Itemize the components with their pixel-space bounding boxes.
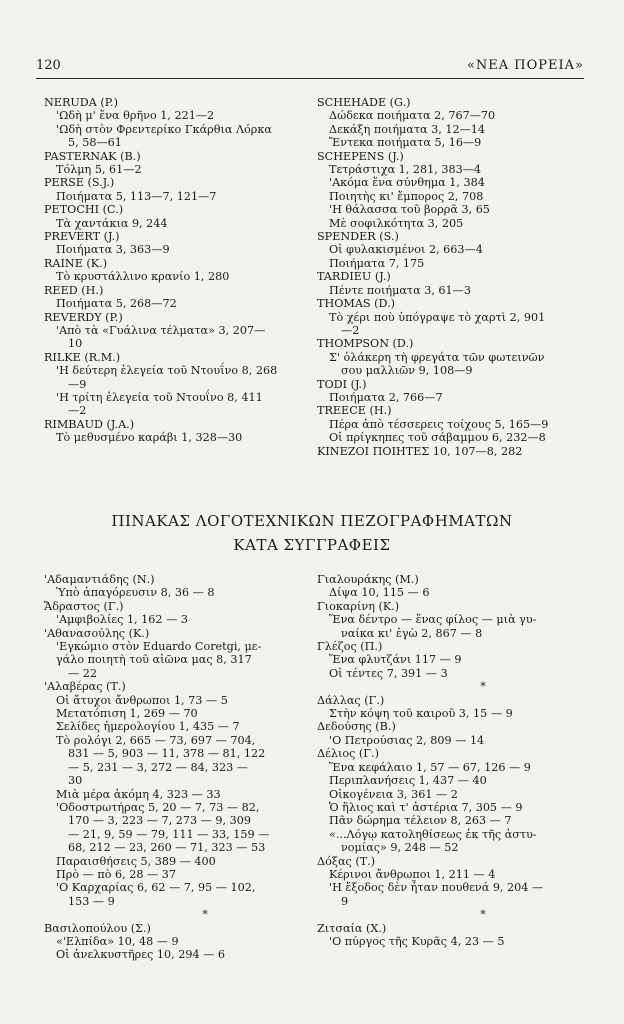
author-entry: PREVERT (J.) [44, 230, 120, 244]
author-entry: Δέλιος (Γ.) [317, 747, 379, 761]
work-entry: 'Ωδὴ μ' ἕνα θρῆνο 1, 221—2 [56, 109, 215, 123]
author-entry: SCHEHADE (G.) [317, 96, 411, 109]
work-entry: ναίκα κι' ἐγὼ 2, 867 — 8 [341, 626, 483, 640]
work-entry: Οἱ τέντες 7, 391 — 3 [329, 666, 448, 680]
section-separator: * [480, 908, 486, 922]
work-entry: Μιὰ μέρα ἀκόμη 4, 323 — 33 [56, 787, 221, 801]
work-entry: Πᾶν δώρημα τέλειον 8, 263 — 7 [329, 814, 512, 828]
header-rule [36, 78, 584, 79]
work-entry: 'Αμφιβολίες 1, 162 — 3 [56, 613, 188, 627]
work-entry: 5, 58—61 [68, 136, 122, 150]
author-entry: TODI (J.) [317, 377, 367, 391]
author-entry: Γιαλουράκης (Μ.) [317, 573, 419, 586]
work-entry: 'Ο πύργος τῆς Κυρᾶς 4, 23 — 5 [329, 934, 505, 948]
work-entry: Κέρινοι ἄνθρωποι 1, 211 — 4 [329, 867, 496, 881]
work-entry: 'Η τρίτη ἐλεγεία τοῦ Ντουΐνο 8, 411 [56, 390, 263, 404]
work-entry: —9 [68, 377, 87, 391]
work-entry: Οἱ φυλακισμένοι 2, 663—4 [329, 243, 483, 257]
prose-index-right-column [317, 573, 589, 948]
work-entry: Στὴν κόψη τοῦ καιροῦ 3, 15 — 9 [329, 707, 513, 721]
work-entry: Ἕνα κεφάλαιο 1, 57 — 67, 126 — 9 [329, 760, 531, 774]
work-entry: Μετατόπιση 1, 269 — 70 [56, 707, 198, 721]
author-entry: RIMBAUD (J.A.) [44, 417, 135, 431]
author-entry: REVERDY (P.) [44, 310, 123, 324]
work-entry: Ὁ ἥλιος καὶ τ' ἀστέρια 7, 305 — 9 [329, 800, 523, 814]
work-entry: «'Ελπίδα» 10, 48 — 9 [56, 934, 179, 948]
work-entry: Τὸ κρυστάλλινο κρανίο 1, 280 [56, 270, 230, 284]
work-entry: — 21, 9, 59 — 79, 111 — 33, 159 — [68, 827, 270, 841]
section-subtitle: ΚΑΤΑ ΣΥΓΓΡΑΦΕΙΣ [233, 536, 391, 554]
author-entry: THOMPSON (D.) [317, 337, 414, 351]
work-entry: 'Η ἔξοδος δὲν ἦταν πουθενά 9, 204 — [329, 881, 544, 895]
author-entry: 'Αθανασούλης (Κ.) [44, 626, 150, 640]
work-entry: Τὸ μεθυσμένο καράβι 1, 328—30 [56, 431, 243, 445]
work-entry: Πέρα ἀπὸ τέσσερεις τοίχους 5, 165—9 [329, 417, 549, 431]
work-entry: 'Η δεύτερη ἐλεγεία τοῦ Ντουΐνο 8, 268 [56, 364, 278, 378]
author-entry: Δόξας (Τ.) [317, 854, 376, 868]
work-entry: Ποιήματα 2, 766—7 [329, 390, 443, 404]
author-entry: NERUDA (P.) [44, 96, 118, 109]
work-entry: 'Η θάλασσα τοῦ βορρᾶ 3, 65 [329, 203, 490, 217]
work-entry: Δεκάξη ποιήματα 3, 12—14 [329, 122, 486, 136]
work-entry: γάλο ποιητὴ τοῦ αἰῶνα μας 8, 317 [56, 653, 252, 667]
author-entry: Ἄδραστος (Γ.) [44, 599, 124, 613]
work-entry: Ποιητὴς κι' ἔμπορος 2, 708 [329, 189, 484, 203]
section-title: ΠΙΝΑΚΑΣ ΛΟΓΟΤΕΧΝΙΚΩΝ ΠΕΖΟΓΡΑΦΗΜΑΤΩΝ [111, 512, 513, 530]
author-entry: PETOCHI (C.) [44, 203, 124, 217]
work-entry: σου μαλλιῶν 9, 108—9 [341, 364, 473, 378]
work-entry: 'Ωδὴ στὸν Φρεντερίκο Γκάρθια Λόρκα [56, 122, 272, 136]
work-entry: Σ' ὁλάκερη τὴ φρεγάτα τῶν φωτεινῶν [329, 350, 545, 364]
author-entry: RAINE (K.) [44, 256, 108, 270]
work-entry: Ἔντεκα ποιήματα 5, 16—9 [329, 136, 482, 150]
prose-index-left-column [44, 573, 306, 962]
poetry-index-right-column [317, 96, 589, 458]
author-entry: Γλέζος (Π.) [317, 640, 383, 654]
work-entry: 'Ο Καρχαρίας 6, 62 — 7, 95 — 102, [56, 881, 256, 895]
author-entry: SCHEPENS (J.) [317, 149, 404, 163]
work-entry: 'Εγκώμιο στὸν Eduardo Coretgi, με- [56, 640, 262, 654]
author-entry: Βασιλοπούλου (Σ.) [44, 921, 151, 935]
author-entry: REED (H.) [44, 283, 104, 297]
work-entry: 'Οδοστρωτήρας 5, 20 — 7, 73 — 82, [56, 800, 260, 814]
author-entry: Γιοκαρίνη (Κ.) [317, 599, 400, 613]
author-entry: TARDIEU (J.) [317, 270, 391, 284]
work-entry: Περιπλανήσεις 1, 437 — 40 [329, 774, 487, 788]
work-entry: Ποιήματα 5, 113—7, 121—7 [56, 189, 217, 203]
work-entry: 'Απὸ τὰ «Γυάλινα τέλματα» 3, 207— [56, 323, 266, 337]
work-entry: 68, 212 — 23, 260 — 71, 323 — 53 [68, 841, 266, 855]
author-entry: Ζιτσαία (Χ.) [317, 921, 387, 935]
author-entry: 'Αδαμαντιάδης (Ν.) [44, 573, 155, 586]
author-entry: TREECE (H.) [317, 404, 392, 418]
work-entry: Τετράστιχα 1, 281, 383—4 [329, 163, 482, 177]
section-separator: * [480, 680, 486, 694]
author-entry: THOMAS (D.) [317, 297, 396, 311]
page-number: 120 [36, 58, 61, 73]
work-entry: Πέντε ποιήματα 3, 61—3 [329, 283, 471, 297]
work-entry: 831 — 5, 903 — 11, 378 — 81, 122 [68, 747, 266, 761]
work-entry: Μὲ σοφιλκότητα 3, 205 [329, 216, 464, 230]
author-entry: SPENDER (S.) [317, 230, 399, 244]
work-entry: Ὑπὸ ἀπαγόρευσιν 8, 36 — 8 [56, 586, 215, 600]
work-entry: Ἕνα δέντρο — ἕνας φίλος — μιὰ γυ- [329, 613, 537, 627]
work-entry: Ποιήματα 3, 363—9 [56, 243, 170, 257]
work-entry: Τὸ χέρι ποὺ ὑπόγραψε τὸ χαρτὶ 2, 901 [329, 310, 546, 324]
work-entry: νομίας» 9, 248 — 52 [341, 841, 459, 855]
work-entry: Ἕνα φλυτζάνι 117 — 9 [329, 653, 462, 667]
work-entry: 153 — 9 [68, 894, 115, 908]
work-entry: Πρὸ — πὸ 6, 28 — 37 [56, 867, 177, 881]
work-entry: Ποιήματα 5, 268—72 [56, 297, 177, 311]
work-entry: Δώδεκα ποιήματα 2, 767—70 [329, 109, 496, 123]
work-entry: Οἱ ἀνελκυστῆρες 10, 294 — 6 [56, 948, 225, 962]
work-entry: —2 [341, 323, 360, 337]
author-entry: ΚΙΝΕΖΟΙ ΠΟΙΗΤΕΣ 10, 107—8, 282 [317, 444, 523, 458]
author-entry: Δεδούσης (Β.) [317, 720, 396, 734]
author-entry: PERSE (S.J.) [44, 176, 115, 190]
work-entry: Οἰκογένεια 3, 361 — 2 [329, 787, 458, 801]
work-entry: Οἱ ἄτυχοι ἄνθρωποι 1, 73 — 5 [56, 693, 228, 707]
author-entry: 'Αλαβέρας (Τ.) [44, 680, 126, 694]
work-entry: 'Ακόμα ἕνα σύνθημα 1, 384 [329, 176, 485, 190]
work-entry: Τὰ χαντάκια 9, 244 [56, 216, 168, 230]
work-entry: Τὸ ρολόγι 2, 665 — 73, 697 — 704, [56, 733, 256, 747]
work-entry: Οἱ πρίγκηπες τοῦ σάβαμμου 6, 232—8 [329, 431, 546, 445]
author-entry: RILKE (R.M.) [44, 350, 121, 364]
work-entry: 30 [68, 774, 83, 788]
work-entry: Ποιήματα 7, 175 [329, 256, 425, 270]
work-entry: Δίψα 10, 115 — 6 [329, 586, 430, 600]
work-entry: —2 [68, 404, 87, 418]
work-entry: 'Ο Πετρούσιας 2, 809 — 14 [329, 733, 485, 747]
work-entry: — 5, 231 — 3, 272 — 84, 323 — [68, 760, 248, 774]
work-entry: — 22 [68, 666, 97, 680]
author-entry: PASTERNAK (B.) [44, 149, 141, 163]
work-entry: «...Λόγῳ κατοληθίσεως ἐκ τῆς ἀστυ- [329, 827, 537, 841]
running-header-title: «ΝΕΑ ΠΟΡΕΙΑ» [466, 58, 584, 73]
work-entry: 10 [68, 337, 83, 351]
poetry-index-left-column [44, 96, 306, 445]
section-separator: * [202, 908, 208, 922]
work-entry: Σελίδες ἡμερολογίου 1, 435 — 7 [56, 720, 240, 734]
work-entry: Παραισθήσεις 5, 389 — 400 [56, 854, 216, 868]
work-entry: Τόλμη 5, 61—2 [56, 163, 142, 177]
author-entry: Δάλλας (Γ.) [317, 693, 385, 707]
work-entry: 9 [341, 894, 349, 908]
work-entry: 170 — 3, 223 — 7, 273 — 9, 309 [68, 814, 252, 828]
